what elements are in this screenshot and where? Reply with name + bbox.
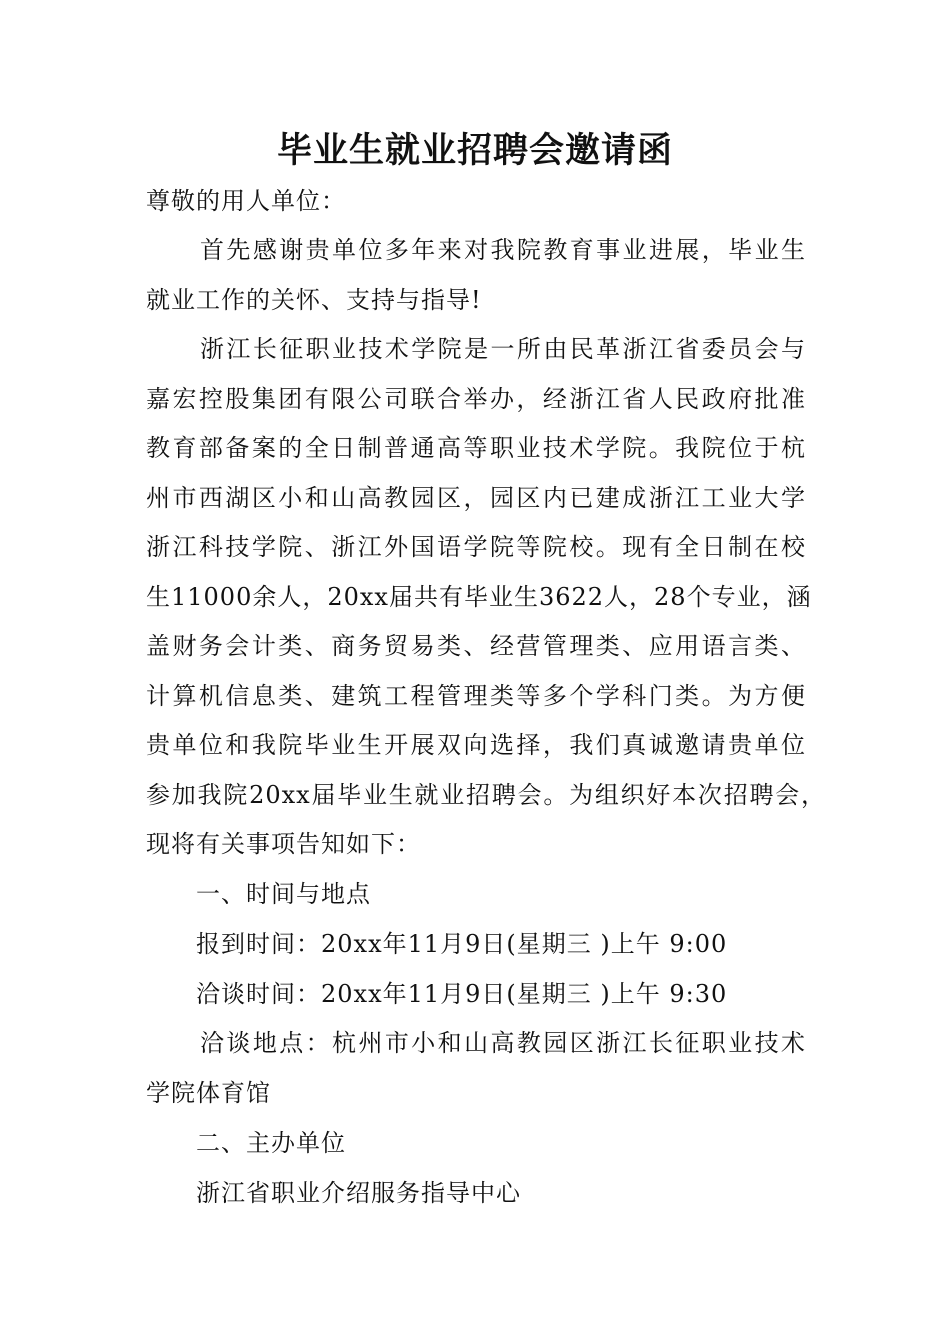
- para1-line-1: 首先感谢贵单位多年来对我院教育事业进展，毕业生: [200, 236, 806, 264]
- para2-line-5: 浙江科技学院、浙江外国语学院等院校。现有全日制在校: [146, 533, 806, 561]
- section2-heading: 二、主办单位: [196, 1129, 346, 1157]
- para2-line-11: 现将有关事项告知如下：: [146, 830, 421, 858]
- venue-line-2: 学院体育馆: [146, 1079, 271, 1107]
- para2-line-7: 盖财务会计类、商务贸易类、经营管理类、应用语言类、: [146, 632, 806, 660]
- para2-line-4: 州市西湖区小和山高教园区，园区内已建成浙江工业大学: [146, 484, 806, 512]
- organizer: 浙江省职业介绍服务指导中心: [196, 1179, 521, 1207]
- venue-line-1: 洽谈地点：杭州市小和山高教园区浙江长征职业技术: [200, 1029, 806, 1057]
- report-time: 报到时间：20xx年11月9日(星期三 )上午 9:00: [196, 930, 728, 958]
- para2-line-8: 计算机信息类、建筑工程管理类等多个学科门类。为方便: [146, 682, 806, 710]
- para2-line-10: 参加我院20xx届毕业生就业招聘会。为组织好本次招聘会，: [146, 781, 826, 809]
- para2-line-3: 教育部备案的全日制普通高等职业技术学院。我院位于杭: [146, 434, 806, 462]
- salutation: 尊敬的用人单位：: [146, 187, 346, 215]
- section1-heading: 一、时间与地点: [196, 880, 371, 908]
- para1-line-2: 就业工作的关怀、支持与指导!: [146, 286, 482, 314]
- para2-line-6: 生11000余人，20xx届共有毕业生3622人，28个专业，涵: [146, 583, 812, 611]
- para2-line-1: 浙江长征职业技术学院是一所由民革浙江省委员会与: [200, 335, 806, 363]
- talk-time: 洽谈时间：20xx年11月9日(星期三 )上午 9:30: [196, 980, 728, 1008]
- para2-line-2: 嘉宏控股集团有限公司联合举办，经浙江省人民政府批准: [146, 385, 806, 413]
- document-title: 毕业生就业招聘会邀请函: [276, 131, 673, 171]
- para2-line-9: 贵单位和我院毕业生开展双向选择，我们真诚邀请贵单位: [146, 731, 806, 759]
